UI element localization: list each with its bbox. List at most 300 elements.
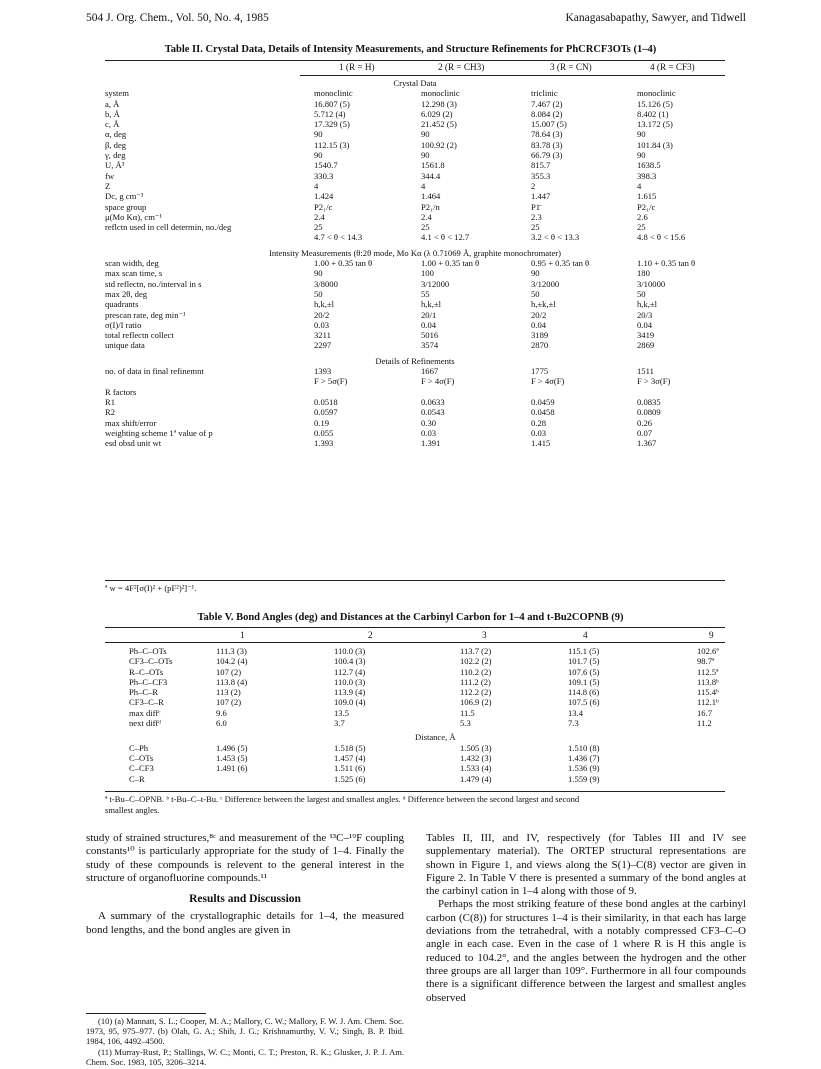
table-cell: monoclinic [637,88,676,99]
row-label: c, Å [105,119,120,130]
table-cell: 4.7 < θ < 14.3 [314,232,363,243]
table-cell: F > 3σ(F) [637,376,671,387]
table-cell: 113 (2) [216,687,241,698]
table-cell: 0.19 [314,417,330,428]
table-row [105,289,725,299]
table-cell: 90 [637,129,646,140]
table2-top-rule [105,60,725,61]
table-row [105,366,725,376]
table-cell: 90 [314,150,323,161]
table-cell: 78.64 (3) [531,129,563,140]
table-cell: 3.7 [334,718,345,729]
left-paragraph-2: A summary of the crystallographic details for 1–4, the measured bond lengths, and the bond angles are given in [86,910,404,936]
table-cell: 0.03 [421,427,437,438]
table5-top-rule [105,627,725,628]
table-cell: 2 [531,180,536,191]
table-cell: 98.7ª [697,656,715,667]
table-cell: h,k,±l [421,299,441,310]
table-cell: 90 [314,268,323,279]
table-cell: 3/12000 [421,278,450,289]
table-cell: 100.92 (2) [421,139,457,150]
table-cell: 4 [421,180,426,191]
table2-body [105,78,725,448]
table-row [105,171,725,181]
table-row [105,407,725,417]
table-row [105,667,725,677]
table-cell: 1.453 (5) [216,752,248,763]
table-row [105,677,725,687]
table-row [105,743,725,753]
table5-col-head: 3 [482,630,487,640]
table5-col-head: 9 [709,630,714,640]
table2-head-rule [300,75,725,76]
table-cell: 110.2 (2) [460,666,492,677]
right-paragraph-2: Perhaps the most striking feature of these bond angles at the carbinyl carbon (C(8)) for structures 1–4 is their similarity, in that each has large deviations from the tetrahedral, with a notably compressed CF3–C–O angle in each case. Even in the case of 1 where R is H this angle is reduced to 104.2°, and the angles between the hydrogen and the other three groups are all larger than 109°. Furthermore in all four compounds there is a significant difference between the largest and smallest angles observed [426,898,746,1004]
table-cell: F > 4σ(F) [531,376,565,387]
table-cell: 1.00 + 0.35 tan θ [314,258,373,269]
table-cell: 15.007 (5) [531,119,567,130]
table-cell: 2.4 [421,211,432,222]
table-cell: 107.5 (6) [568,697,600,708]
table-cell: P2₁/n [421,201,440,212]
table-cell: 1.491 (6) [216,763,248,774]
table-row [105,387,725,397]
table-cell: h,k,±l [637,299,657,310]
table-cell: 6.0 [216,718,227,729]
row-label: system [105,88,129,99]
table-row [105,160,725,170]
table-cell: 1.511 (6) [334,763,366,774]
table-row [105,646,725,656]
table-cell: 1.505 (3) [460,742,492,753]
table-cell: 3189 [531,330,549,341]
row-label: R–C–OTs [129,666,164,677]
table-cell: 102.2 (2) [460,656,492,667]
table-cell: 90 [531,268,540,279]
table-cell: 25 [637,222,646,233]
page-journal-info: 504 J. Org. Chem., Vol. 50, No. 4, 1985 [86,12,269,24]
table-cell: 0.0458 [531,407,555,418]
table-cell: 1.457 (4) [334,752,366,763]
table-cell: 3/8000 [314,278,338,289]
row-label: unique data [105,340,145,351]
table-cell: 55 [421,288,430,299]
table-cell: 90 [637,150,646,161]
page-header [86,12,746,28]
table-cell: 398.3 [637,170,657,181]
table-cell: 3574 [421,340,439,351]
table-cell: 1393 [314,366,332,377]
table-cell: 101.84 (3) [637,139,673,150]
table-cell: 8.402 (1) [637,108,669,119]
table-row [105,232,725,242]
table-cell: 7.467 (2) [531,98,563,109]
table2-col-head: 1 (R = H) [339,62,375,72]
table-cell: 344.4 [421,170,441,181]
row-label: Ph–C–R [129,687,159,698]
table-cell: 5.712 (4) [314,108,346,119]
references [86,1016,404,1067]
table-cell: 1.415 [531,438,551,449]
table-row [105,99,725,109]
table-cell: 1511 [637,366,654,377]
row-label: weighting scheme 1ª value of p [105,427,213,438]
table-cell: P2₁/c [314,201,333,212]
table-cell: 83.78 (3) [531,139,563,150]
table-cell: 113.8 (4) [216,676,248,687]
table-cell: 4 [637,180,642,191]
table-cell: 111.2 (2) [460,676,491,687]
table-cell: 109.0 (4) [334,697,366,708]
table-cell: 25 [421,222,430,233]
row-label: Ph–C–CF3 [129,676,168,687]
table-cell: 1.518 (5) [334,742,366,753]
table-cell: 1.393 [314,438,334,449]
table5-bottom-rule [105,791,725,792]
reference-10: (10) (a) Mannatt, S. L.; Cooper, M. A.; Mallory, C. W.; Mallory, F. W. J. Am. Chem. Soc. 1973, 95, 975–977. (b) Olah, G. A.; Shih, J. G.; Krishnamurthy, V. V.; Singh, B. P. Ibid. 1984, 106, 4492–4500. [86,1016,404,1047]
table-row [105,109,725,119]
table-cell: 5016 [421,330,439,341]
table-cell: 0.0835 [637,396,661,407]
table-row [105,258,725,268]
table-row [105,687,725,697]
section-label [105,732,725,742]
reference-11: (11) Murray-Rust, P.; Stallings, W. C.; Monti, C. T.; Preston, R. K.; Glusker, J. P. J. Am. Chem. Soc. 1983, 105, 3206–3214. [86,1046,404,1067]
table-cell: 107 (2) [216,697,242,708]
table2-footnote: ª w = 4F²[σ(I)² + (pF²)²]⁻¹. [105,583,197,593]
table-cell: 11.2 [697,718,712,729]
row-label: μ(Mo Kα), cm⁻¹ [105,211,163,222]
row-label: std reflectn, no./interval in s [105,278,202,289]
table-cell: 113.7 (2) [460,646,492,656]
table-cell: 1.559 (9) [568,773,600,784]
left-paragraph-1: study of strained structures,⁸ᶜ and measurement of the ¹³C–¹⁹F coupling constants¹⁰ is particularly appropriate for the study of 1–4. Finally the study of these compounds is relevent to the general interest in the structure of organofluorine compounds.¹¹ [86,832,404,884]
section-label [105,248,725,258]
table-cell: 180 [637,268,650,279]
table-row [105,150,725,160]
row-label: R1 [105,396,116,407]
row-label: max 2θ, deg [105,288,148,299]
table-cell: 1.367 [637,438,657,449]
table-cell: 101.7 (5) [568,656,600,667]
table-cell: 66.79 (3) [531,150,563,161]
right-paragraph-1: Tables II, III, and IV, respectively (for Tables III and IV see supplementary material). The ORTEP structural representations are shown in Figure 1, and views along the S(1)–C(8) vector are given in Figure 2. In Table V there is presented a summary of the bond angles at the carbinyl cation in 1–4 along with those of 9. [426,832,746,898]
table-cell: F > 5σ(F) [314,376,348,387]
row-label: reflctn used in cell determin, no./deg [105,222,232,233]
table-cell: 11.5 [460,707,475,718]
table-cell: 2869 [637,340,655,351]
table-cell: 3211 [314,330,331,341]
table-cell: 1.525 (6) [334,773,366,784]
table-cell: 0.95 + 0.35 tan θ [531,258,590,269]
table-cell: 0.04 [637,319,653,330]
table-cell: 102.6ª [697,646,719,656]
row-label: Ph–C–OTs [129,646,167,656]
table-row [105,299,725,309]
table-row [105,697,725,707]
footnote-rule [86,1013,206,1014]
table-row [105,119,725,129]
table-cell: 106.9 (2) [460,697,492,708]
table-cell: h,±k,±l [531,299,556,310]
table-cell: 13.5 [334,707,350,718]
section-heading: Results and Discussion [189,893,301,906]
table-cell: 0.04 [531,319,547,330]
table-cell: 2297 [314,340,332,351]
table-cell: 50 [314,288,323,299]
table-cell: 112.2 (2) [460,687,492,698]
table-cell: 2.3 [531,211,542,222]
row-label: C–R [129,773,145,784]
table2-col-head: 4 (R = CF3) [650,62,695,72]
row-label: esd obsd unit wt [105,438,162,449]
section-label-text: Crystal Data [393,78,437,88]
table-cell: 115.4ᵇ [697,687,719,698]
table-cell: 112.7 (4) [334,666,366,677]
row-label: C–Ph [129,742,149,753]
table-row [105,774,725,784]
table-cell: 330.3 [314,170,334,181]
table-row [105,140,725,150]
row-label: space group [105,201,147,212]
table-cell: 16.7 [697,707,713,718]
table-row [105,320,725,330]
table-cell: 3419 [637,330,655,341]
table-cell: 0.03 [314,319,330,330]
table-row [105,763,725,773]
table-cell: 114.8 (6) [568,687,600,698]
row-label: total reflectn collect [105,330,174,341]
section-label [105,78,725,88]
row-label: a, Å [105,98,120,109]
table-cell: 2.4 [314,211,325,222]
table-row [105,340,725,350]
table-cell: 109.1 (5) [568,676,600,687]
row-label: CF3–C–R [129,697,164,708]
row-label: R2 [105,407,116,418]
table-cell: 1.533 (4) [460,763,492,774]
row-label: σ(I)/I ratio [105,319,142,330]
table-cell: 104.2 (4) [216,656,248,667]
row-label: R factors [105,386,137,397]
table-row [105,222,725,232]
table-cell: 13.4 [568,707,584,718]
table-cell: 0.26 [637,417,653,428]
table-cell: 25 [531,222,540,233]
table-cell: 16.807 (5) [314,98,350,109]
table-cell: 3/12000 [531,278,560,289]
table-cell: 0.0459 [531,396,555,407]
table2-col-head: 3 (R = CN) [550,62,592,72]
authors: Kanagasabapathy, Sawyer, and Tidwell [565,12,746,24]
table-cell: 50 [531,288,540,299]
row-label: b, Å [105,108,120,119]
table-cell: 115.1 (5) [568,646,600,656]
table-cell: 8.084 (2) [531,108,563,119]
table-row [105,88,725,98]
table-cell: 4.1 < θ < 12.7 [421,232,470,243]
table-row [105,181,725,191]
table-cell: 113.8ᵇ [697,676,719,687]
table-row [105,718,725,728]
table-cell: 1.432 (3) [460,752,492,763]
table-cell: 9.6 [216,707,227,718]
table-cell: 1.00 + 0.35 tan θ [421,258,480,269]
table-cell: 6.029 (2) [421,108,453,119]
table5-caption: Table V. Bond Angles (deg) and Distances at the Carbinyl Carbon for 1–4 and t-Bu2COPNB (9) [197,612,624,623]
table-cell: 0.0809 [637,407,661,418]
table-cell: 90 [421,129,430,140]
row-label: prescan rate, deg min⁻¹ [105,309,186,320]
table-cell: 1.391 [421,438,441,449]
row-label: no. of data in final refinemnt [105,366,204,377]
table-cell: 20/2 [314,309,330,320]
row-label: Dc, g cm⁻³ [105,191,144,202]
table-cell: 111.3 (3) [216,646,247,656]
table-row [105,397,725,407]
table-cell: 25 [314,222,323,233]
table2-caption: Table II. Crystal Data, Details of Intensity Measurements, and Structure Refinements for PhCRCF3OTs (1–4) [164,44,657,55]
table-cell: 50 [637,288,646,299]
section-label [105,356,725,366]
row-label: γ, deg [105,150,126,161]
table-row [105,753,725,763]
table-cell: 112.5ª [697,666,719,677]
table-cell: 0.28 [531,417,547,428]
row-label: β, deg [105,139,127,150]
table-cell: 107.6 (5) [568,666,600,677]
table-cell: 1.447 [531,191,551,202]
table-cell: 110.0 (3) [334,646,366,656]
table5-head-rule [105,642,725,643]
table-row [105,279,725,289]
table-cell: 5.3 [460,718,471,729]
table-row [105,656,725,666]
table-cell: 0.0543 [421,407,445,418]
row-label: fw [105,170,115,181]
table-cell: 12.298 (3) [421,98,457,109]
table-cell: 100.4 (3) [334,656,366,667]
table-cell: 107 (2) [216,666,242,677]
table-row [105,438,725,448]
row-label: CF3–C–OTs [129,656,173,667]
table2-bottom-rule [105,580,725,581]
table-cell: 1.10 + 0.35 tan θ [637,258,696,269]
table-row [105,310,725,320]
table-cell: 113.9 (4) [334,687,366,698]
table5-body [105,646,725,784]
table-cell: 0.04 [421,319,437,330]
table-cell: 20/2 [531,309,547,320]
table-row [105,202,725,212]
table-cell: 1.424 [314,191,334,202]
table-cell: 1561.8 [421,160,445,171]
section-label-text: Intensity Measurements (θ:2θ mode, Mo Kα (λ 0.71069 Å, graphite monochromater) [268,247,562,258]
table-cell: 0.055 [314,427,334,438]
right-text-column [426,832,746,1005]
table-cell: 112.15 (3) [314,139,350,150]
table-cell: 4 [314,180,319,191]
table-cell: 20/1 [421,309,437,320]
row-label: max scan time, s [105,268,163,279]
table-cell: P1̄ [531,201,541,212]
table-cell: 1.510 (8) [568,742,600,753]
table5-col-head: 2 [368,630,373,640]
table-row [105,212,725,222]
table-row [105,191,725,201]
left-text-column [86,832,404,937]
table-cell: 90 [314,129,323,140]
table-cell: 0.0597 [314,407,338,418]
table-row [105,418,725,428]
table-cell: 815.7 [531,160,551,171]
table-cell: 15.126 (5) [637,98,673,109]
table-cell: 1.436 (7) [568,752,600,763]
table-cell: 0.07 [637,427,653,438]
table-cell: 17.329 (5) [314,119,350,130]
row-label: max diffᶜ [129,707,161,718]
table-cell: monoclinic [314,88,353,99]
row-label: C–CF3 [129,763,154,774]
table-cell: 0.03 [531,427,547,438]
table-cell: 7.3 [568,718,579,729]
row-label: max shift/error [105,417,157,428]
table-cell: 1.496 (5) [216,742,248,753]
table-cell: P2₁/c [637,201,656,212]
table-cell: 2.6 [637,211,648,222]
table-cell: F > 4σ(F) [421,376,455,387]
table-row [105,376,725,386]
section-label-text: Distance, Å [415,732,456,743]
table5-col-head: 4 [583,630,588,640]
row-label: α, deg [105,129,127,140]
table-cell: 0.0633 [421,396,445,407]
table5-footnote-line: smallest angles. [105,804,160,815]
row-label: C–OTs [129,752,154,763]
row-label: U, Å³ [105,160,125,171]
table-cell: 1775 [531,366,549,377]
row-label: scan width, deg [105,258,159,269]
table-cell: 13.172 (5) [637,119,673,130]
table-cell: 100 [421,268,434,279]
table-cell: 1.615 [637,191,657,202]
table-cell: 112.1ᵇ [697,697,719,708]
table-cell: 90 [421,150,430,161]
section-label-text: Details of Refinements [375,355,455,366]
table-row [105,428,725,438]
table-cell: 21.452 (5) [421,119,457,130]
table5-footnote [105,794,725,815]
table-cell: 0.30 [421,417,437,428]
table-cell: triclinic [531,88,558,99]
table-cell: 4.8 < θ < 15.6 [637,232,686,243]
table-cell: 0.0518 [314,396,338,407]
table-cell: 110.0 (3) [334,676,366,687]
table-cell: 1667 [421,366,439,377]
table-cell: 3/10000 [637,278,666,289]
row-label: quadrants [105,299,139,310]
table-cell: 1540.7 [314,160,338,171]
table-cell: 355.3 [531,170,551,181]
table-cell: 1.464 [421,191,441,202]
table-row [105,268,725,278]
table-row [105,708,725,718]
table-cell: 1.536 (9) [568,763,600,774]
table-cell: monoclinic [421,88,460,99]
table-row [105,129,725,139]
row-label: Z [105,180,111,191]
row-label: next diffᵈ [129,718,161,729]
